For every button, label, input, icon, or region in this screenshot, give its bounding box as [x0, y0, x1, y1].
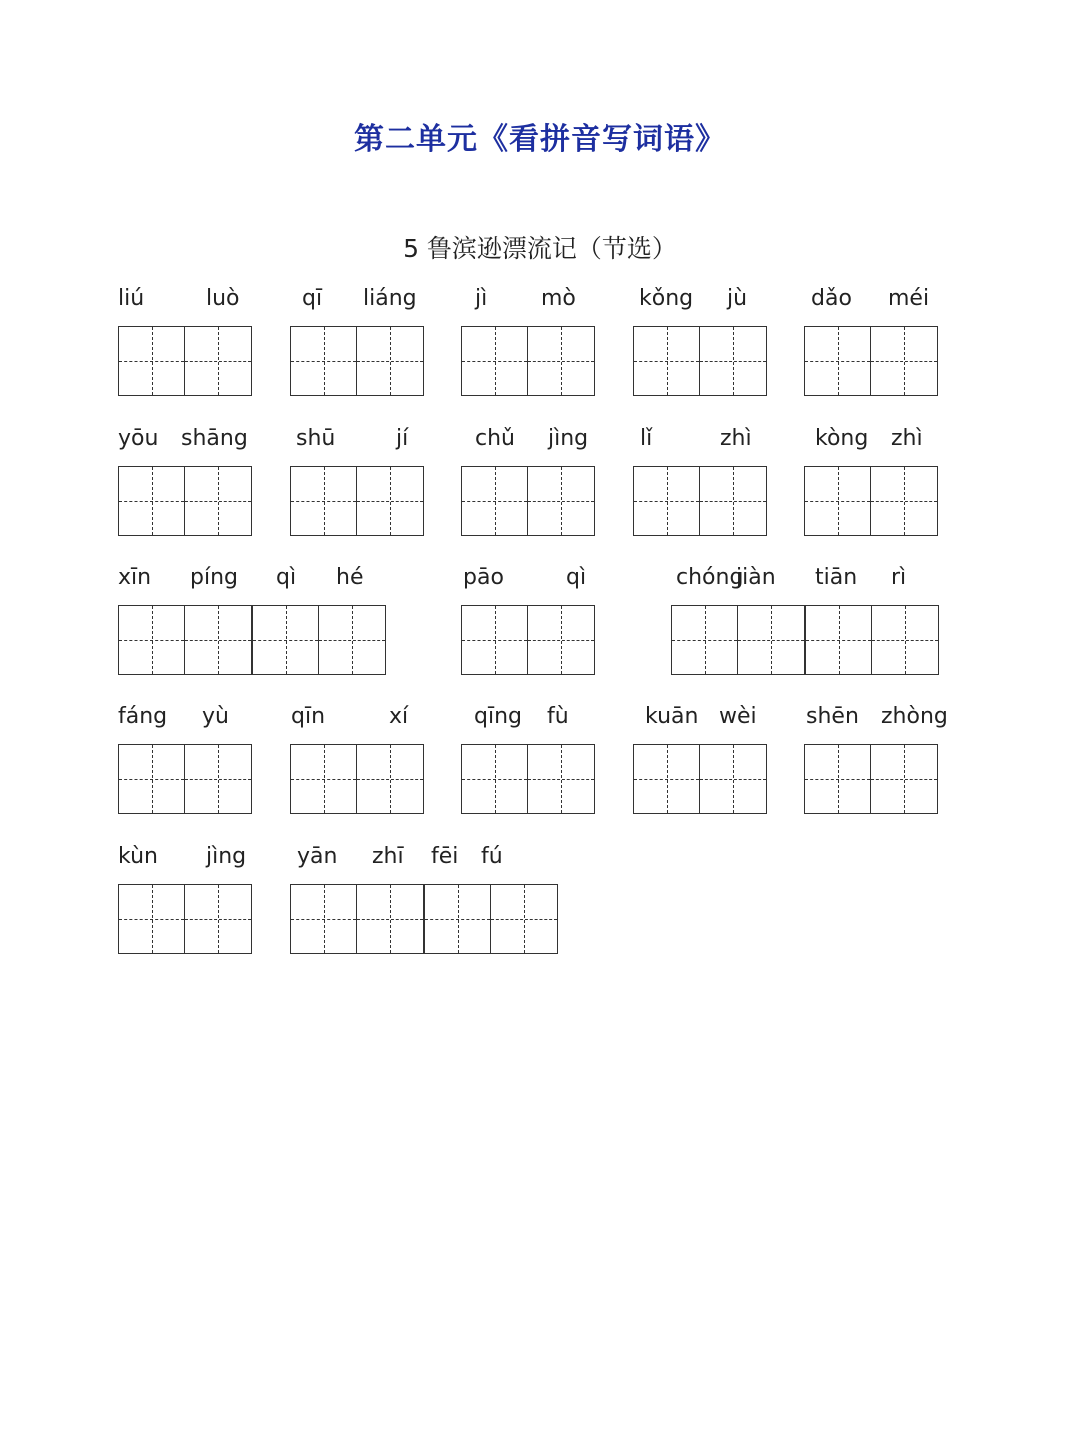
tianzige-cell[interactable] — [425, 885, 491, 953]
writing-grid[interactable] — [633, 466, 767, 536]
tianzige-cell[interactable] — [528, 606, 594, 674]
writing-grid[interactable] — [671, 605, 805, 675]
pinyin-syllable: fù — [547, 704, 569, 729]
pinyin-syllable: rì — [891, 565, 907, 590]
tianzige-cell[interactable] — [528, 467, 594, 535]
pinyin-syllable: yōu — [118, 426, 159, 451]
writing-grid[interactable] — [118, 466, 252, 536]
tianzige-cell[interactable] — [462, 467, 528, 535]
tianzige-cell[interactable] — [805, 327, 871, 395]
pinyin-syllable: méi — [888, 286, 930, 311]
pinyin-syllable: shū — [296, 426, 336, 451]
lesson-heading: 5 鲁滨逊漂流记（节选） — [403, 234, 677, 263]
tianzige-cell[interactable] — [700, 745, 766, 813]
pinyin-syllable: mò — [541, 286, 576, 311]
pinyin-syllable: hé — [336, 565, 364, 590]
tianzige-cell[interactable] — [634, 467, 700, 535]
tianzige-cell[interactable] — [672, 606, 738, 674]
writing-grid[interactable] — [290, 744, 424, 814]
pinyin-syllable: kòng — [815, 426, 869, 451]
writing-grid[interactable] — [805, 605, 939, 675]
writing-grid[interactable] — [461, 466, 595, 536]
writing-grid[interactable] — [461, 605, 595, 675]
writing-grid[interactable] — [461, 326, 595, 396]
tianzige-cell[interactable] — [185, 327, 251, 395]
pinyin-syllable: qì — [276, 565, 297, 590]
pinyin-syllable: fáng — [118, 704, 168, 729]
tianzige-cell[interactable] — [185, 745, 251, 813]
tianzige-cell[interactable] — [700, 467, 766, 535]
tianzige-cell[interactable] — [185, 606, 251, 674]
pinyin-syllable: luò — [206, 286, 240, 311]
tianzige-cell[interactable] — [871, 745, 937, 813]
tianzige-cell[interactable] — [119, 327, 185, 395]
writing-grid[interactable] — [118, 605, 252, 675]
pinyin-syllable: yān — [297, 844, 338, 869]
pinyin-syllable: kùn — [118, 844, 158, 869]
pinyin-syllable: qīng — [474, 704, 522, 729]
pinyin-syllable: zhòng — [881, 704, 948, 729]
writing-grid[interactable] — [804, 326, 938, 396]
tianzige-cell[interactable] — [806, 606, 872, 674]
tianzige-cell[interactable] — [119, 885, 185, 953]
tianzige-cell[interactable] — [700, 327, 766, 395]
tianzige-cell[interactable] — [119, 606, 185, 674]
writing-grid[interactable] — [290, 326, 424, 396]
pinyin-syllable: fú — [481, 844, 503, 869]
writing-grid[interactable] — [118, 884, 252, 954]
writing-grid[interactable] — [804, 466, 938, 536]
tianzige-cell[interactable] — [185, 885, 251, 953]
tianzige-cell[interactable] — [462, 327, 528, 395]
pinyin-syllable: píng — [190, 565, 238, 590]
pinyin-syllable: wèi — [719, 704, 757, 729]
tianzige-cell[interactable] — [319, 606, 385, 674]
pinyin-syllable: lǐ — [640, 426, 653, 451]
pinyin-syllable: xīn — [118, 565, 152, 590]
writing-grid[interactable] — [290, 466, 424, 536]
tianzige-cell[interactable] — [805, 745, 871, 813]
pinyin-syllable: qì — [566, 565, 587, 590]
pinyin-syllable: xí — [389, 704, 409, 729]
writing-grid[interactable] — [252, 605, 386, 675]
writing-grid[interactable] — [424, 884, 558, 954]
tianzige-cell[interactable] — [528, 745, 594, 813]
writing-grid[interactable] — [633, 744, 767, 814]
writing-grid[interactable] — [461, 744, 595, 814]
tianzige-cell[interactable] — [528, 327, 594, 395]
tianzige-cell[interactable] — [738, 606, 804, 674]
pinyin-syllable: zhī — [372, 844, 404, 869]
tianzige-cell[interactable] — [634, 327, 700, 395]
tianzige-cell[interactable] — [357, 885, 423, 953]
tianzige-cell[interactable] — [119, 467, 185, 535]
pinyin-syllable: pāo — [463, 565, 504, 590]
pinyin-syllable: shēn — [806, 704, 859, 729]
page-title: 第二单元《看拼音写词语》 — [354, 122, 726, 157]
tianzige-cell[interactable] — [253, 606, 319, 674]
pinyin-syllable: chóng — [676, 565, 744, 590]
tianzige-cell[interactable] — [872, 606, 938, 674]
pinyin-syllable: zhì — [720, 426, 752, 451]
pinyin-syllable: jiàn — [736, 565, 776, 590]
writing-grid[interactable] — [290, 884, 424, 954]
tianzige-cell[interactable] — [462, 606, 528, 674]
pinyin-syllable: jù — [727, 286, 748, 311]
tianzige-cell[interactable] — [634, 745, 700, 813]
pinyin-syllable: fēi — [431, 844, 459, 869]
tianzige-cell[interactable] — [291, 327, 357, 395]
writing-grid[interactable] — [118, 326, 252, 396]
tianzige-cell[interactable] — [357, 467, 423, 535]
tianzige-cell[interactable] — [462, 745, 528, 813]
pinyin-syllable: dǎo — [811, 286, 852, 311]
tianzige-cell[interactable] — [291, 467, 357, 535]
tianzige-cell[interactable] — [357, 327, 423, 395]
pinyin-syllable: liú — [118, 286, 145, 311]
pinyin-syllable: kǒng — [639, 286, 694, 311]
writing-grid[interactable] — [804, 744, 938, 814]
pinyin-syllable: liáng — [363, 286, 417, 311]
tianzige-cell[interactable] — [357, 745, 423, 813]
pinyin-syllable: jí — [396, 426, 409, 451]
pinyin-syllable: zhì — [891, 426, 923, 451]
writing-grid[interactable] — [633, 326, 767, 396]
pinyin-syllable: yù — [202, 704, 229, 729]
pinyin-syllable: chǔ — [475, 426, 515, 451]
tianzige-cell[interactable] — [119, 745, 185, 813]
pinyin-syllable: jìng — [206, 844, 247, 869]
pinyin-syllable: jì — [475, 286, 488, 311]
tianzige-cell[interactable] — [291, 885, 357, 953]
writing-grid[interactable] — [118, 744, 252, 814]
pinyin-syllable: shāng — [181, 426, 248, 451]
tianzige-cell[interactable] — [291, 745, 357, 813]
tianzige-cell[interactable] — [185, 467, 251, 535]
pinyin-syllable: tiān — [815, 565, 858, 590]
tianzige-cell[interactable] — [871, 467, 937, 535]
pinyin-syllable: jìng — [548, 426, 589, 451]
pinyin-syllable: qīn — [291, 704, 326, 729]
tianzige-cell[interactable] — [871, 327, 937, 395]
tianzige-cell[interactable] — [805, 467, 871, 535]
pinyin-syllable: qī — [302, 286, 323, 311]
tianzige-cell[interactable] — [491, 885, 557, 953]
pinyin-syllable: kuān — [645, 704, 699, 729]
